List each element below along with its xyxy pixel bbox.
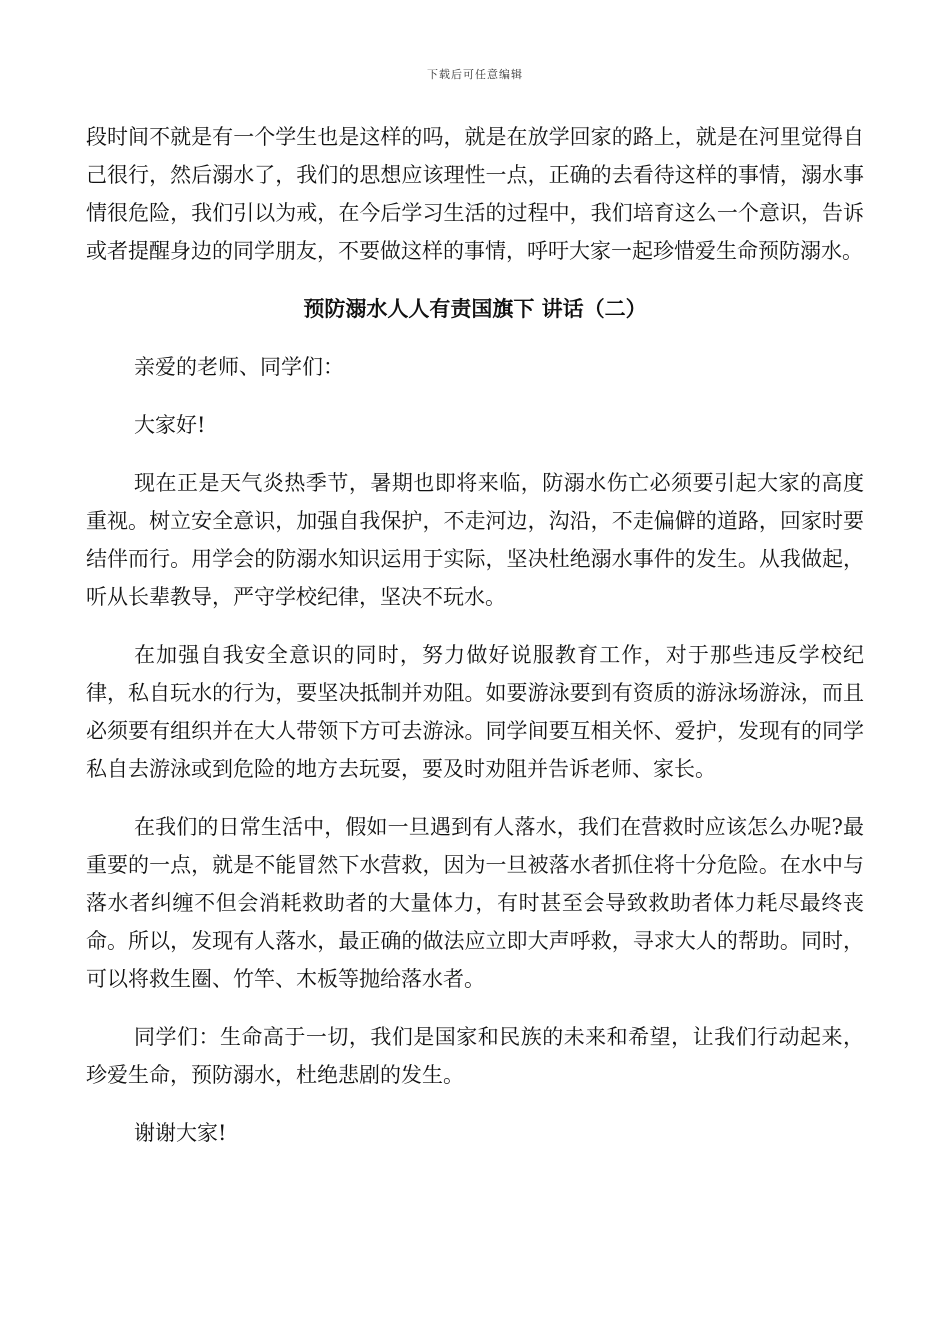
speech-title: 预防溺水人人有责国旗下 讲话（二） <box>303 296 647 321</box>
greeting-line: 亲爱的老师、同学们： <box>134 355 344 379</box>
hello-line: 大家好! <box>134 413 206 437</box>
closing-line: 谢谢大家! <box>134 1121 227 1145</box>
header-note: 下载后可任意编辑 <box>427 68 523 81</box>
document-body <box>86 118 864 1152</box>
body-paragraph-1: 现在正是天气炎热季节，暑期也即将来临，防溺水伤亡必须要引起大家的高度重视。树立安全意识，加强自我保护，不走河边，沟沿，不走偏僻的道路，回家时要结伴而行。用学会的防溺水知识运用于实际，坚决杜绝溺水事件的发生。从我做起，听从长辈教导，严守学校纪律，坚决不玩水。 <box>86 471 864 609</box>
body-paragraph-2: 在加强自我安全意识的同时，努力做好说服教育工作，对于那些违反学校纪律，私自玩水的行为，要坚决抵制并劝阻。如要游泳要到有资质的游泳场游泳，而且必须要有组织并在大人带领下方可去游泳。同学间要互相关怀、爱护，发现有的同学私自去游泳或到危险的地方去玩耍，要及时劝阻并告诉老师、家长。 <box>86 643 864 781</box>
body-paragraph-4: 同学们：生命高于一切，我们是国家和民族的未来和希望，让我们行动起来，珍爱生命，预防溺水，杜绝悲剧的发生。 <box>86 1025 864 1087</box>
body-paragraph-3: 在我们的日常生活中，假如一旦遇到有人落水，我们在营救时应该怎么办呢?最重要的一点，就是不能冒然下水营救，因为一旦被落水者抓住将十分危险。在水中与落水者纠缠不但会消耗救助者的大量体力，有时甚至会导致救助者体力耗尽最终丧命。所以，发现有人落水，最正确的做法应立即大声呼救，寻求大人的帮助。同时，可以将救生圈、竹竿、木板等抛给落水者。 <box>86 815 864 991</box>
continuation-paragraph: 段时间不就是有一个学生也是这样的吗，就是在放学回家的路上，就是在河里觉得自己很行，然后溺水了，我们的思想应该理性一点，正确的去看待这样的事情，溺水事情很危险，我们引以为戒，在今后学习生活的过程中，我们培育这么一个意识，告诉或者提醒身边的同学朋友，不要做这样的事情，呼吁大家一起珍惜爱生命预防溺水。 <box>86 125 864 263</box>
